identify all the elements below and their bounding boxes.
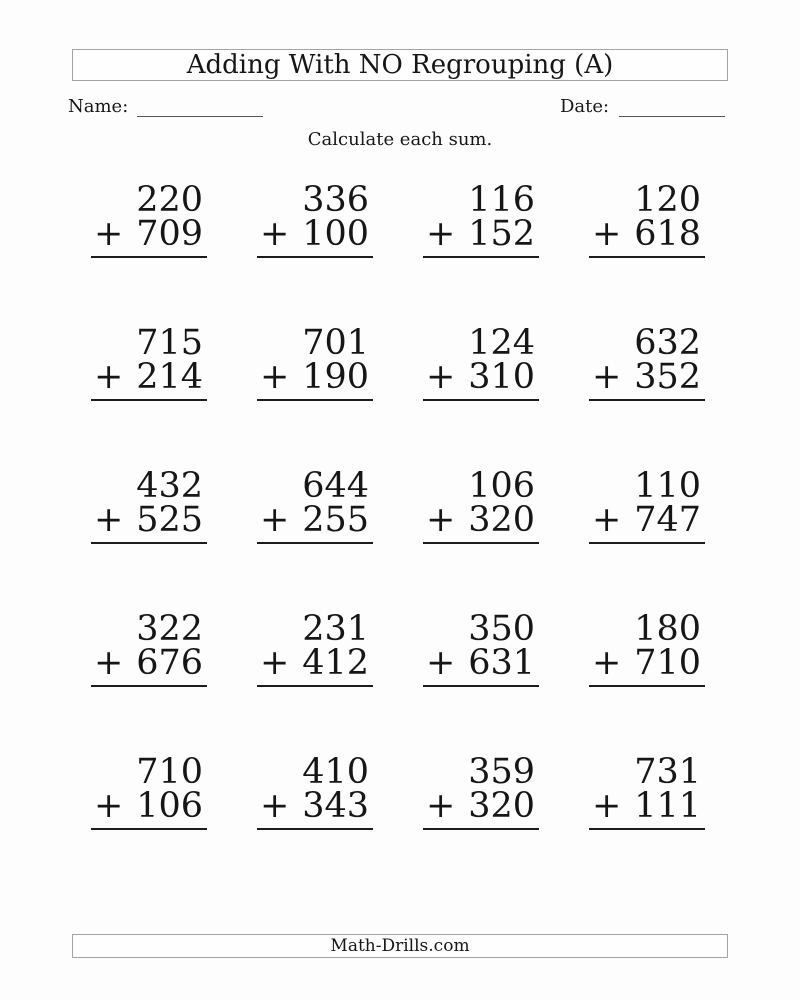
addition-problem bbox=[257, 752, 373, 830]
top-addend: 336 bbox=[302, 180, 369, 220]
name-blank-line bbox=[137, 97, 263, 117]
addition-problem bbox=[257, 466, 373, 544]
bottom-addend: 310 bbox=[468, 357, 535, 397]
top-addend: 701 bbox=[302, 323, 369, 363]
bottom-addend: 412 bbox=[302, 643, 369, 683]
top-addend: 116 bbox=[468, 180, 535, 220]
problem-bottom-row bbox=[589, 500, 705, 540]
problem-bottom-row bbox=[91, 500, 207, 540]
problem-bottom-row bbox=[423, 643, 539, 683]
problem-bottom-row bbox=[257, 357, 373, 397]
plus-operator: + bbox=[94, 214, 124, 254]
addition-problem bbox=[91, 466, 207, 544]
addition-problem bbox=[589, 466, 705, 544]
addition-problem bbox=[423, 466, 539, 544]
addition-problem bbox=[257, 609, 373, 687]
plus-operator: + bbox=[426, 500, 456, 540]
top-addend: 120 bbox=[634, 180, 701, 220]
bottom-addend: 676 bbox=[136, 643, 203, 683]
date-blank-line bbox=[619, 97, 725, 117]
problem-bottom-row bbox=[423, 214, 539, 254]
addition-problem bbox=[91, 180, 207, 258]
plus-operator: + bbox=[592, 643, 622, 683]
problem-bottom-row bbox=[257, 500, 373, 540]
plus-operator: + bbox=[94, 643, 124, 683]
plus-operator: + bbox=[94, 357, 124, 397]
problem-bottom-row bbox=[423, 357, 539, 397]
plus-operator: + bbox=[260, 214, 290, 254]
problem-bottom-row bbox=[257, 214, 373, 254]
plus-operator: + bbox=[592, 357, 622, 397]
bottom-addend: 320 bbox=[468, 500, 535, 540]
addition-problem bbox=[91, 609, 207, 687]
problem-bottom-row bbox=[91, 643, 207, 683]
plus-operator: + bbox=[592, 500, 622, 540]
plus-operator: + bbox=[426, 643, 456, 683]
problem-bottom-row bbox=[589, 786, 705, 826]
instruction-text: Calculate each sum. bbox=[307, 129, 493, 150]
bottom-addend: 111 bbox=[634, 786, 701, 826]
problem-bottom-row bbox=[423, 786, 539, 826]
bottom-addend: 343 bbox=[302, 786, 369, 826]
plus-operator: + bbox=[592, 786, 622, 826]
problem-bottom-row bbox=[257, 643, 373, 683]
bottom-addend: 255 bbox=[302, 500, 369, 540]
plus-operator: + bbox=[94, 786, 124, 826]
problems-grid bbox=[91, 180, 705, 830]
addition-problem bbox=[589, 752, 705, 830]
top-addend: 410 bbox=[302, 752, 369, 792]
bottom-addend: 190 bbox=[302, 357, 369, 397]
footer-box bbox=[72, 934, 728, 958]
addition-problem bbox=[423, 752, 539, 830]
bottom-addend: 525 bbox=[136, 500, 203, 540]
plus-operator: + bbox=[426, 786, 456, 826]
addition-problem bbox=[91, 752, 207, 830]
addition-problem bbox=[257, 323, 373, 401]
top-addend: 106 bbox=[468, 466, 535, 506]
plus-operator: + bbox=[260, 500, 290, 540]
plus-operator: + bbox=[260, 786, 290, 826]
top-addend: 231 bbox=[302, 609, 369, 649]
top-addend: 359 bbox=[468, 752, 535, 792]
top-addend: 180 bbox=[634, 609, 701, 649]
addition-problem bbox=[257, 180, 373, 258]
plus-operator: + bbox=[260, 357, 290, 397]
addition-problem bbox=[423, 323, 539, 401]
addition-problem bbox=[589, 180, 705, 258]
top-addend: 220 bbox=[136, 180, 203, 220]
footer-text: Math-Drills.com bbox=[330, 936, 470, 956]
top-addend: 644 bbox=[302, 466, 369, 506]
bottom-addend: 320 bbox=[468, 786, 535, 826]
bottom-addend: 100 bbox=[302, 214, 369, 254]
problem-bottom-row bbox=[423, 500, 539, 540]
plus-operator: + bbox=[426, 214, 456, 254]
plus-operator: + bbox=[592, 214, 622, 254]
bottom-addend: 618 bbox=[634, 214, 701, 254]
plus-operator: + bbox=[426, 357, 456, 397]
problem-bottom-row bbox=[589, 357, 705, 397]
bottom-addend: 214 bbox=[136, 357, 203, 397]
problem-bottom-row bbox=[589, 214, 705, 254]
top-addend: 715 bbox=[136, 323, 203, 363]
plus-operator: + bbox=[94, 500, 124, 540]
addition-problem bbox=[423, 609, 539, 687]
top-addend: 350 bbox=[468, 609, 535, 649]
top-addend: 710 bbox=[136, 752, 203, 792]
problem-bottom-row bbox=[91, 214, 207, 254]
name-label: Name: bbox=[68, 96, 129, 117]
title-box bbox=[72, 49, 728, 81]
date-label: Date: bbox=[560, 96, 610, 117]
bottom-addend: 631 bbox=[468, 643, 535, 683]
bottom-addend: 106 bbox=[136, 786, 203, 826]
addition-problem bbox=[423, 180, 539, 258]
addition-problem bbox=[589, 323, 705, 401]
top-addend: 322 bbox=[136, 609, 203, 649]
top-addend: 124 bbox=[468, 323, 535, 363]
bottom-addend: 352 bbox=[634, 357, 701, 397]
problem-bottom-row bbox=[589, 643, 705, 683]
plus-operator: + bbox=[260, 643, 290, 683]
top-addend: 432 bbox=[136, 466, 203, 506]
problem-bottom-row bbox=[91, 786, 207, 826]
name-block bbox=[68, 95, 263, 117]
problem-bottom-row bbox=[257, 786, 373, 826]
problem-bottom-row bbox=[91, 357, 207, 397]
addition-problem bbox=[589, 609, 705, 687]
date-block bbox=[560, 95, 725, 117]
bottom-addend: 709 bbox=[136, 214, 203, 254]
top-addend: 632 bbox=[634, 323, 701, 363]
addition-problem bbox=[91, 323, 207, 401]
top-addend: 731 bbox=[634, 752, 701, 792]
bottom-addend: 152 bbox=[468, 214, 535, 254]
bottom-addend: 747 bbox=[634, 500, 701, 540]
top-addend: 110 bbox=[634, 466, 701, 506]
worksheet-title: Adding With NO Regrouping (A) bbox=[186, 50, 614, 80]
bottom-addend: 710 bbox=[634, 643, 701, 683]
